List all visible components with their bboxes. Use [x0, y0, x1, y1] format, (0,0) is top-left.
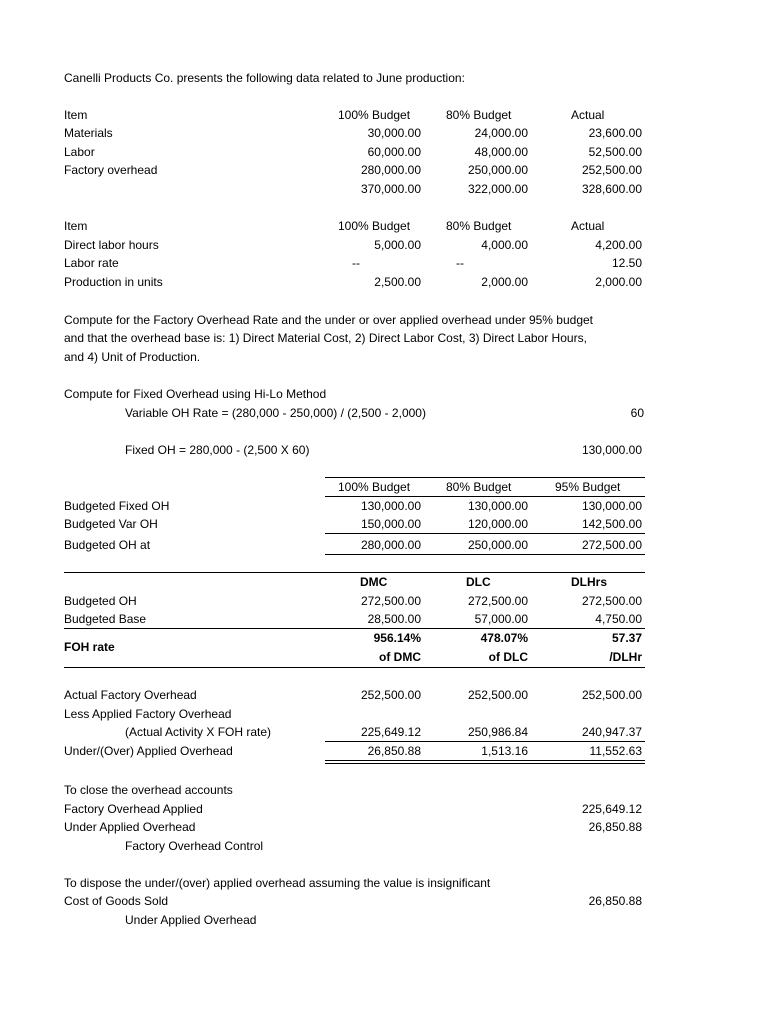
foh-rate-values-row — [0, 629, 768, 648]
row-label: Budgeted OH — [64, 594, 137, 608]
journal-amount: 26,850.88 — [588, 894, 642, 908]
hilo-title: Compute for Fixed Overhead using Hi-Lo Method — [64, 387, 327, 401]
hilo-fixed-value: 130,000.00 — [581, 443, 642, 457]
cell: 4,750.00 — [595, 612, 642, 626]
cell: -- — [352, 256, 360, 270]
cell: 23,600.00 — [588, 126, 642, 140]
table-row-total — [0, 180, 768, 199]
hilo-title-line — [0, 385, 768, 404]
table1-header-100: 100% Budget — [338, 108, 411, 122]
foh-rate-units-row — [0, 648, 768, 667]
cell: 252,500.00 — [581, 163, 642, 177]
table-row — [0, 161, 768, 180]
journal-account: Factory Overhead Control — [125, 839, 264, 853]
cell: 1,513.16 — [481, 744, 528, 758]
table2-header-actual: Actual — [571, 219, 605, 233]
table4-header — [0, 573, 768, 592]
foh-unit-dlhrs: /DLHr — [609, 650, 642, 664]
question-text: and 4) Unit of Production. — [64, 350, 201, 364]
cell: -- — [456, 256, 464, 270]
question-line — [0, 329, 768, 348]
question-line — [0, 348, 768, 367]
row-label: Materials — [64, 126, 113, 140]
journal-amount: 225,649.12 — [581, 802, 642, 816]
table3-header-80: 80% Budget — [446, 480, 512, 494]
cell: 272,500.00 — [467, 594, 528, 608]
table2-header-100: 100% Budget — [338, 219, 411, 233]
cell: 30,000.00 — [367, 126, 421, 140]
cell: 272,500.00 — [581, 594, 642, 608]
cell: 322,000.00 — [467, 182, 528, 196]
row-label: Direct labor hours — [64, 238, 159, 252]
table4-bottom-rule — [64, 667, 645, 668]
hilo-var-value: 60 — [630, 406, 644, 420]
journal1-title-line — [0, 781, 768, 800]
cell: 120,000.00 — [467, 517, 528, 531]
hilo-var-label: Variable OH Rate = (280,000 - 250,000) / (2,500 - 2,000) — [125, 406, 426, 420]
table-row — [0, 686, 768, 705]
cell: 12.50 — [611, 256, 642, 270]
cell: 272,500.00 — [581, 538, 642, 552]
table1-header — [0, 106, 768, 125]
cell: 4,200.00 — [595, 238, 642, 252]
intro-text: Canelli Products Co. presents the following data related to June production: — [64, 71, 465, 85]
table1-header-actual: Actual — [571, 108, 605, 122]
cell: 240,947.37 — [581, 725, 642, 739]
row-label: (Actual Activity X FOH rate) — [125, 725, 272, 739]
table4-header-dlc: DLC — [466, 575, 491, 589]
cell: 250,000.00 — [467, 538, 528, 552]
foh-unit-dlc: of DLC — [488, 650, 528, 664]
row-label: Factory overhead — [64, 163, 158, 177]
table1-header-80: 80% Budget — [446, 108, 512, 122]
table-row — [0, 273, 768, 292]
question-text: Compute for the Factory Overhead Rate and the under or over applied overhead under 95% budget — [64, 313, 594, 327]
cell: 57,000.00 — [474, 612, 528, 626]
row-label: Budgeted Var OH — [64, 517, 158, 531]
journal-amount: 26,850.88 — [588, 820, 642, 834]
row-label: Labor — [64, 145, 95, 159]
question-line — [0, 311, 768, 330]
journal1-title: To close the overhead accounts — [64, 783, 233, 797]
cell: 11,552.63 — [589, 744, 642, 758]
foh-rate-label: FOH rate — [64, 640, 115, 654]
row-label: Less Applied Factory Overhead — [64, 707, 232, 721]
foh-rate-dlhrs: 57.37 — [611, 631, 642, 645]
cell: 272,500.00 — [360, 594, 421, 608]
table2-header-item: Item — [64, 219, 88, 233]
journal2-title-line — [0, 874, 768, 893]
row-label: Budgeted Fixed OH — [64, 499, 170, 513]
journal-account: Under Applied Overhead — [64, 820, 196, 834]
cell: 142,500.00 — [581, 517, 642, 531]
table-row — [0, 143, 768, 162]
cell: 2,500.00 — [374, 275, 421, 289]
row-label: Under/(Over) Applied Overhead — [64, 744, 233, 758]
table3-header — [0, 478, 768, 497]
table3-header-100: 100% Budget — [338, 480, 411, 494]
table-row — [0, 592, 768, 611]
journal-account: Under Applied Overhead — [125, 913, 257, 927]
cell: 26,850.88 — [367, 744, 421, 758]
journal-account: Cost of Goods Sold — [64, 894, 169, 908]
cell: 370,000.00 — [360, 182, 421, 196]
table2-header-80: 80% Budget — [446, 219, 512, 233]
table5-double-rule-1 — [325, 760, 645, 761]
cell: 252,500.00 — [581, 688, 642, 702]
cell: 250,000.00 — [467, 163, 528, 177]
row-label: Actual Factory Overhead — [64, 688, 197, 702]
cell: 2,000.00 — [595, 275, 642, 289]
journal-entry — [0, 818, 768, 837]
journal-entry — [0, 892, 768, 911]
question-text: and that the overhead base is: 1) Direct Material Cost, 2) Direct Labor Cost, 3) Direct Labor Hours, — [64, 331, 587, 345]
foh-rate-dmc: 956.14% — [373, 631, 421, 645]
table5-double-rule-2 — [325, 763, 645, 764]
cell: 2,000.00 — [481, 275, 528, 289]
row-label: Budgeted Base — [64, 612, 147, 626]
cell: 280,000.00 — [360, 538, 421, 552]
cell: 130,000.00 — [581, 499, 642, 513]
cell: 280,000.00 — [360, 163, 421, 177]
cell: 130,000.00 — [360, 499, 421, 513]
cell: 52,500.00 — [588, 145, 642, 159]
table3-header-95: 95% Budget — [555, 480, 621, 494]
cell: 5,000.00 — [374, 238, 421, 252]
journal-entry — [0, 837, 768, 856]
journal-entry — [0, 800, 768, 819]
cell: 252,500.00 — [467, 688, 528, 702]
row-label: Labor rate — [64, 256, 119, 270]
cell: 130,000.00 — [467, 499, 528, 513]
foh-unit-dmc: of DMC — [379, 650, 421, 664]
table-row — [0, 236, 768, 255]
cell: 24,000.00 — [474, 126, 528, 140]
foh-rate-dlc: 478.07% — [480, 631, 528, 645]
journal2-title: To dispose the under/(over) applied overhead assuming the value is insignificant — [64, 876, 491, 890]
table3-sum-rule — [325, 533, 645, 534]
cell: 4,000.00 — [481, 238, 528, 252]
table4-header-dlhrs: DLHrs — [571, 575, 608, 589]
journal-account: Factory Overhead Applied — [64, 802, 203, 816]
table-row — [0, 742, 768, 761]
table-row — [0, 723, 768, 742]
table2-header — [0, 217, 768, 236]
table-row — [0, 124, 768, 143]
hilo-fixed-label: Fixed OH = 280,000 - (2,500 X 60) — [125, 443, 310, 457]
cell: 150,000.00 — [360, 517, 421, 531]
row-label: Production in units — [64, 275, 163, 289]
cell: 225,649.12 — [360, 725, 421, 739]
cell: 252,500.00 — [360, 688, 421, 702]
table-row — [0, 705, 768, 724]
table-row — [0, 536, 768, 555]
table3-bottom-rule — [325, 554, 645, 555]
hilo-fixed-line — [0, 441, 768, 460]
intro-line — [0, 69, 768, 88]
cell: 250,986.84 — [467, 725, 528, 739]
hilo-var-line — [0, 404, 768, 423]
table1-header-item: Item — [64, 108, 88, 122]
journal-entry — [0, 911, 768, 930]
cell: 48,000.00 — [474, 145, 528, 159]
table4-header-dmc: DMC — [360, 575, 388, 589]
cell: 60,000.00 — [367, 145, 421, 159]
table-row — [0, 515, 768, 534]
cell: 28,500.00 — [367, 612, 421, 626]
row-label: Budgeted OH at — [64, 538, 151, 552]
table-row — [0, 497, 768, 516]
table-row — [0, 610, 768, 629]
cell: 328,600.00 — [581, 182, 642, 196]
table-row — [0, 254, 768, 273]
